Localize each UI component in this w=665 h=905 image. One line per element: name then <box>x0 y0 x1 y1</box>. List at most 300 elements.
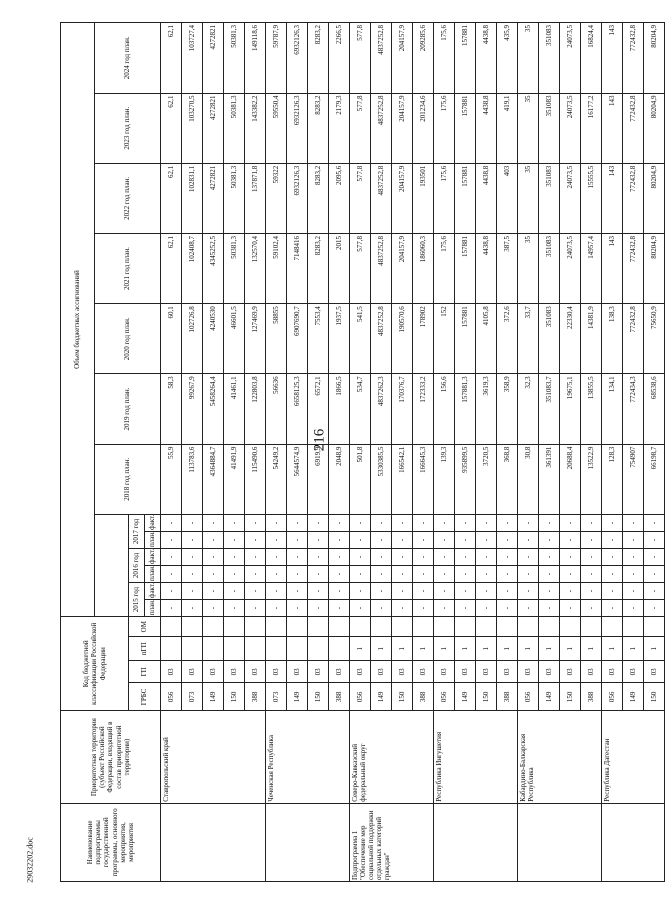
value-cell: 351083,7 <box>539 374 560 444</box>
code-cell: 03 <box>203 661 224 683</box>
value-cell: 156,6 <box>434 374 455 444</box>
budget-table <box>60 22 665 882</box>
value-cell: 772432,8 <box>623 233 644 303</box>
fact-dash-cell: - <box>350 514 371 531</box>
value-cell: 139,3 <box>434 444 455 514</box>
fact-dash-cell: - <box>539 514 560 531</box>
value-cell: 2095,6 <box>329 163 350 233</box>
value-cell: 35 <box>518 23 539 94</box>
value-cell: 351083 <box>539 23 560 94</box>
code-cell <box>224 617 245 637</box>
fact-dash-cell: - <box>497 566 518 583</box>
fact-dash-cell: - <box>518 600 539 617</box>
value-cell: 24073,5 <box>560 93 581 163</box>
value-cell: 435,9 <box>497 23 518 94</box>
fact-dash-cell: - <box>371 548 392 565</box>
code-cell <box>644 617 665 637</box>
value-cell: 59550,4 <box>266 93 287 163</box>
value-cell: 122803,8 <box>245 374 266 444</box>
fact-dash-cell: - <box>308 514 329 531</box>
fact-dash-cell: - <box>581 600 602 617</box>
code-cell: 03 <box>392 661 413 683</box>
fact-dash-cell: - <box>392 531 413 548</box>
fact-dash-cell: - <box>518 514 539 531</box>
value-cell: 772432,8 <box>623 23 644 94</box>
code-cell <box>182 617 203 637</box>
code-cell: 03 <box>329 661 350 683</box>
fact-dash-cell: - <box>497 600 518 617</box>
fact-dash-cell: - <box>644 600 665 617</box>
value-cell: 1866,5 <box>329 374 350 444</box>
code-cell <box>266 617 287 637</box>
value-cell: 68538,6 <box>644 374 665 444</box>
value-cell: 152 <box>434 304 455 374</box>
value-cell: 3720,5 <box>476 444 497 514</box>
value-cell: 2266,5 <box>329 23 350 94</box>
header-fact: факт. <box>145 548 161 565</box>
value-cell: 403 <box>497 163 518 233</box>
fact-dash-cell: - <box>224 600 245 617</box>
fact-dash-cell: - <box>476 566 497 583</box>
header-year-2024: 2024 год план. <box>95 23 161 94</box>
header-volume-group: Объем бюджетных ассигнований <box>61 23 95 617</box>
code-cell: 149 <box>371 683 392 711</box>
fact-dash-cell: - <box>476 514 497 531</box>
program-name-cell: Подпрограмма 1 "Обеспечение мер социальной поддержки отдельных категорий граждан" <box>350 803 434 881</box>
fact-dash-cell: - <box>623 600 644 617</box>
value-cell: 103727,4 <box>182 23 203 94</box>
header-fact: факт. <box>145 514 161 531</box>
code-cell: 03 <box>308 661 329 683</box>
fact-dash-cell: - <box>182 531 203 548</box>
value-cell: 14381,9 <box>581 304 602 374</box>
fact-dash-cell: - <box>245 566 266 583</box>
value-cell: 8283,2 <box>308 93 329 163</box>
fact-dash-cell: - <box>266 566 287 583</box>
fact-dash-cell: - <box>245 548 266 565</box>
fact-dash-cell: - <box>581 566 602 583</box>
code-cell: 03 <box>560 661 581 683</box>
value-cell: 6932126,3 <box>287 23 308 94</box>
fact-dash-cell: - <box>455 531 476 548</box>
code-cell: 150 <box>560 683 581 711</box>
fact-dash-cell: - <box>455 514 476 531</box>
code-cell: 03 <box>350 661 371 683</box>
header-territory: Приоритетная территория (субъект Российской Федерации, входящий в состав приоритетной территории) <box>61 711 161 803</box>
fact-dash-cell: - <box>308 566 329 583</box>
code-cell: 03 <box>161 661 182 683</box>
fact-dash-cell: - <box>371 583 392 600</box>
header-code-grbs: ГРБС <box>129 683 161 711</box>
fact-dash-cell: - <box>539 566 560 583</box>
fact-dash-cell: - <box>539 531 560 548</box>
value-cell: 368,8 <box>497 444 518 514</box>
value-cell: 201234,6 <box>413 93 434 163</box>
value-cell: 4837262,3 <box>371 374 392 444</box>
code-cell <box>434 617 455 637</box>
code-cell: 1 <box>476 637 497 661</box>
fact-dash-cell: - <box>413 531 434 548</box>
table-row <box>434 23 455 882</box>
code-cell <box>539 617 560 637</box>
fact-dash-cell: - <box>371 514 392 531</box>
fact-dash-cell: - <box>245 600 266 617</box>
code-cell <box>497 617 518 637</box>
fact-dash-cell: - <box>203 548 224 565</box>
value-cell: 166542,1 <box>392 444 413 514</box>
fact-dash-cell: - <box>497 531 518 548</box>
value-cell: 4272821 <box>203 163 224 233</box>
document-footer: 29032202.doc <box>25 837 35 883</box>
code-cell: 1 <box>518 637 539 661</box>
header-fact-spacer <box>95 514 129 616</box>
value-cell: 419,1 <box>497 93 518 163</box>
table-row <box>350 23 371 882</box>
code-cell: 1 <box>455 637 476 661</box>
fact-dash-cell: - <box>308 583 329 600</box>
value-cell: 175,6 <box>434 233 455 303</box>
fact-dash-cell: - <box>161 548 182 565</box>
code-cell: 149 <box>455 683 476 711</box>
value-cell: 6919,9 <box>308 444 329 514</box>
fact-dash-cell: - <box>266 583 287 600</box>
territory-cell: Республика Ингушетия <box>434 711 518 803</box>
value-cell: 80204,9 <box>644 23 665 94</box>
value-cell: 6907690,7 <box>287 304 308 374</box>
header-year-2018: 2018 год план. <box>95 444 161 514</box>
fact-dash-cell: - <box>287 514 308 531</box>
code-cell <box>308 637 329 661</box>
value-cell: 501,8 <box>350 444 371 514</box>
value-cell: 16824,4 <box>581 23 602 94</box>
value-cell: 541,5 <box>350 304 371 374</box>
value-cell: 351083 <box>539 163 560 233</box>
value-cell: 6932126,3 <box>287 163 308 233</box>
program-name-cell <box>434 803 518 881</box>
fact-dash-cell: - <box>161 583 182 600</box>
fact-dash-cell: - <box>413 566 434 583</box>
code-cell <box>161 617 182 637</box>
value-cell: 577,8 <box>350 93 371 163</box>
code-cell <box>392 617 413 637</box>
value-cell: 19675,1 <box>560 374 581 444</box>
fact-dash-cell: - <box>203 514 224 531</box>
fact-dash-cell: - <box>245 514 266 531</box>
fact-dash-cell: - <box>224 548 245 565</box>
code-cell: 03 <box>644 661 665 683</box>
fact-dash-cell: - <box>455 600 476 617</box>
value-cell: 4272821 <box>203 93 224 163</box>
code-cell <box>476 617 497 637</box>
value-cell: 5458264,4 <box>203 374 224 444</box>
value-cell: 2048,9 <box>329 444 350 514</box>
value-cell: 66198,7 <box>644 444 665 514</box>
fact-dash-cell: - <box>602 531 623 548</box>
code-cell: 03 <box>602 661 623 683</box>
value-cell: 41491,9 <box>224 444 245 514</box>
value-cell: 50381,3 <box>224 163 245 233</box>
value-cell: 7148416 <box>287 233 308 303</box>
fact-dash-cell: - <box>644 583 665 600</box>
code-cell <box>287 617 308 637</box>
fact-dash-cell: - <box>308 531 329 548</box>
value-cell: 4345252,5 <box>203 233 224 303</box>
fact-dash-cell: - <box>371 600 392 617</box>
program-name-cell <box>518 803 602 881</box>
header-code-pgp: пГП <box>129 637 161 661</box>
header-year-2022: 2022 год план. <box>95 163 161 233</box>
code-cell: 03 <box>182 661 203 683</box>
value-cell: 935899,5 <box>455 444 476 514</box>
header-code-om: ОМ <box>129 617 161 637</box>
value-cell: 175,6 <box>434 93 455 163</box>
code-cell: 03 <box>518 661 539 683</box>
value-cell: 6932126,3 <box>287 93 308 163</box>
value-cell: 62,1 <box>161 233 182 303</box>
fact-dash-cell: - <box>224 531 245 548</box>
value-cell: 351083 <box>539 93 560 163</box>
fact-dash-cell: - <box>224 583 245 600</box>
header-year-2023: 2023 год план. <box>95 93 161 163</box>
fact-dash-cell: - <box>182 583 203 600</box>
fact-dash-cell: - <box>392 514 413 531</box>
value-cell: 16177,2 <box>581 93 602 163</box>
fact-dash-cell: - <box>308 548 329 565</box>
fact-dash-cell: - <box>413 514 434 531</box>
fact-dash-cell: - <box>434 548 455 565</box>
fact-dash-cell: - <box>434 514 455 531</box>
value-cell: 80204,9 <box>644 233 665 303</box>
value-cell: 577,8 <box>350 233 371 303</box>
value-cell: 115490,6 <box>245 444 266 514</box>
fact-dash-cell: - <box>518 548 539 565</box>
value-cell: 143 <box>602 163 623 233</box>
value-cell: 8283,2 <box>308 163 329 233</box>
value-cell: 204157,9 <box>392 163 413 233</box>
code-cell <box>266 637 287 661</box>
value-cell: 170376,7 <box>392 374 413 444</box>
code-cell: 03 <box>623 661 644 683</box>
fact-dash-cell: - <box>287 600 308 617</box>
fact-dash-cell: - <box>497 583 518 600</box>
code-cell: 150 <box>392 683 413 711</box>
fact-dash-cell: - <box>602 548 623 565</box>
fact-dash-cell: - <box>266 548 287 565</box>
value-cell: 102408,7 <box>182 233 203 303</box>
fact-dash-cell: - <box>623 566 644 583</box>
code-cell <box>224 637 245 661</box>
table-row <box>161 23 182 882</box>
value-cell: 33,7 <box>518 304 539 374</box>
code-cell: 03 <box>371 661 392 683</box>
value-cell: 80204,9 <box>644 163 665 233</box>
value-cell: 4438,8 <box>476 93 497 163</box>
value-cell: 149118,6 <box>245 23 266 94</box>
value-cell: 387,5 <box>497 233 518 303</box>
fact-dash-cell: - <box>329 566 350 583</box>
code-cell: 1 <box>539 637 560 661</box>
fact-dash-cell: - <box>644 531 665 548</box>
code-cell: 03 <box>497 661 518 683</box>
fact-dash-cell: - <box>371 566 392 583</box>
fact-dash-cell: - <box>287 531 308 548</box>
value-cell: 204157,9 <box>392 23 413 94</box>
value-cell: 175,6 <box>434 23 455 94</box>
fact-dash-cell: - <box>434 531 455 548</box>
code-cell: 1 <box>644 637 665 661</box>
fact-dash-cell: - <box>245 583 266 600</box>
value-cell: 22330,4 <box>560 304 581 374</box>
fact-dash-cell: - <box>560 583 581 600</box>
value-cell: 358,9 <box>497 374 518 444</box>
fact-dash-cell: - <box>497 548 518 565</box>
header-year-2015: 2015 год <box>129 583 145 617</box>
code-cell <box>350 617 371 637</box>
fact-dash-cell: - <box>560 566 581 583</box>
code-cell: 03 <box>434 661 455 683</box>
fact-dash-cell: - <box>266 514 287 531</box>
value-cell: 132570,4 <box>245 233 266 303</box>
value-cell: 5330385,5 <box>371 444 392 514</box>
value-cell: 372,6 <box>497 304 518 374</box>
value-cell: 186060,3 <box>413 233 434 303</box>
fact-dash-cell: - <box>644 514 665 531</box>
fact-dash-cell: - <box>161 531 182 548</box>
value-cell: 190570,6 <box>392 304 413 374</box>
fact-dash-cell: - <box>476 548 497 565</box>
value-cell: 157881,3 <box>455 374 476 444</box>
code-cell <box>287 637 308 661</box>
fact-dash-cell: - <box>392 566 413 583</box>
value-cell: 13855,5 <box>581 374 602 444</box>
value-cell: 351083 <box>539 233 560 303</box>
header-plan: план. <box>145 531 161 548</box>
code-cell: 388 <box>581 683 602 711</box>
table-body <box>161 23 665 882</box>
fact-dash-cell: - <box>455 566 476 583</box>
fact-dash-cell: - <box>287 566 308 583</box>
code-cell: 150 <box>476 683 497 711</box>
fact-dash-cell: - <box>560 531 581 548</box>
header-plan: план. <box>145 566 161 583</box>
header-year-2017: 2017 год <box>129 514 145 548</box>
value-cell: 143 <box>602 233 623 303</box>
table-row <box>518 23 539 882</box>
value-cell: 4837252,8 <box>371 304 392 374</box>
fact-dash-cell: - <box>350 531 371 548</box>
fact-dash-cell: - <box>182 566 203 583</box>
code-cell: 149 <box>623 683 644 711</box>
program-name-cell <box>266 803 350 881</box>
fact-dash-cell: - <box>455 548 476 565</box>
code-cell <box>245 617 266 637</box>
fact-dash-cell: - <box>602 566 623 583</box>
code-cell <box>623 617 644 637</box>
value-cell: 35 <box>518 163 539 233</box>
header-code-gp: ГП <box>129 661 161 683</box>
code-cell <box>329 617 350 637</box>
fact-dash-cell: - <box>266 600 287 617</box>
fact-dash-cell: - <box>434 566 455 583</box>
rotated-table-area <box>60 22 658 882</box>
value-cell: 41461,1 <box>224 374 245 444</box>
value-cell: 754907 <box>623 444 644 514</box>
value-cell: 32,3 <box>518 374 539 444</box>
value-cell: 20688,4 <box>560 444 581 514</box>
territory-cell: Чеченская Республика <box>266 711 350 803</box>
value-cell: 4272821 <box>203 23 224 94</box>
code-cell: 1 <box>371 637 392 661</box>
code-cell <box>203 617 224 637</box>
code-cell: 1 <box>350 637 371 661</box>
value-cell: 204157,9 <box>392 233 413 303</box>
fact-dash-cell: - <box>203 600 224 617</box>
code-cell: 1 <box>623 637 644 661</box>
fact-dash-cell: - <box>560 600 581 617</box>
fact-dash-cell: - <box>224 566 245 583</box>
code-cell: 149 <box>287 683 308 711</box>
code-cell: 073 <box>182 683 203 711</box>
fact-dash-cell: - <box>350 548 371 565</box>
code-cell: 388 <box>245 683 266 711</box>
value-cell: 166645,3 <box>413 444 434 514</box>
fact-dash-cell: - <box>476 600 497 617</box>
value-cell: 4837252,8 <box>371 163 392 233</box>
value-cell: 577,8 <box>350 23 371 94</box>
fact-dash-cell: - <box>581 531 602 548</box>
fact-dash-cell: - <box>560 514 581 531</box>
code-cell: 388 <box>497 683 518 711</box>
code-cell: 056 <box>602 683 623 711</box>
value-cell: 102726,8 <box>182 304 203 374</box>
code-cell: 03 <box>476 661 497 683</box>
value-cell: 134,1 <box>602 374 623 444</box>
value-cell: 30,8 <box>518 444 539 514</box>
table-row <box>266 23 287 882</box>
fact-dash-cell: - <box>581 514 602 531</box>
territory-cell: Северо-Кавказский федеральный округ <box>350 711 434 803</box>
code-cell: 149 <box>203 683 224 711</box>
code-cell <box>413 617 434 637</box>
value-cell: 4240530 <box>203 304 224 374</box>
fact-dash-cell: - <box>392 583 413 600</box>
fact-dash-cell: - <box>203 566 224 583</box>
fact-dash-cell: - <box>623 583 644 600</box>
value-cell: 4438,8 <box>476 163 497 233</box>
fact-dash-cell: - <box>329 583 350 600</box>
fact-dash-cell: - <box>413 583 434 600</box>
fact-dash-cell: - <box>329 514 350 531</box>
value-cell: 172333,2 <box>413 374 434 444</box>
value-cell: 102831,1 <box>182 163 203 233</box>
value-cell: 157881 <box>455 93 476 163</box>
value-cell: 62,1 <box>161 23 182 94</box>
header-year-2021: 2021 год план. <box>95 233 161 303</box>
value-cell: 50381,3 <box>224 93 245 163</box>
value-cell: 772434,3 <box>623 374 644 444</box>
code-cell: 388 <box>329 683 350 711</box>
code-cell <box>182 637 203 661</box>
header-year-2020: 2020 год план. <box>95 304 161 374</box>
fact-dash-cell: - <box>287 548 308 565</box>
value-cell: 59322 <box>266 163 287 233</box>
value-cell: 58855 <box>266 304 287 374</box>
value-cell: 772432,8 <box>623 163 644 233</box>
fact-dash-cell: - <box>182 548 203 565</box>
code-cell <box>329 637 350 661</box>
value-cell: 58,3 <box>161 374 182 444</box>
fact-dash-cell: - <box>518 531 539 548</box>
